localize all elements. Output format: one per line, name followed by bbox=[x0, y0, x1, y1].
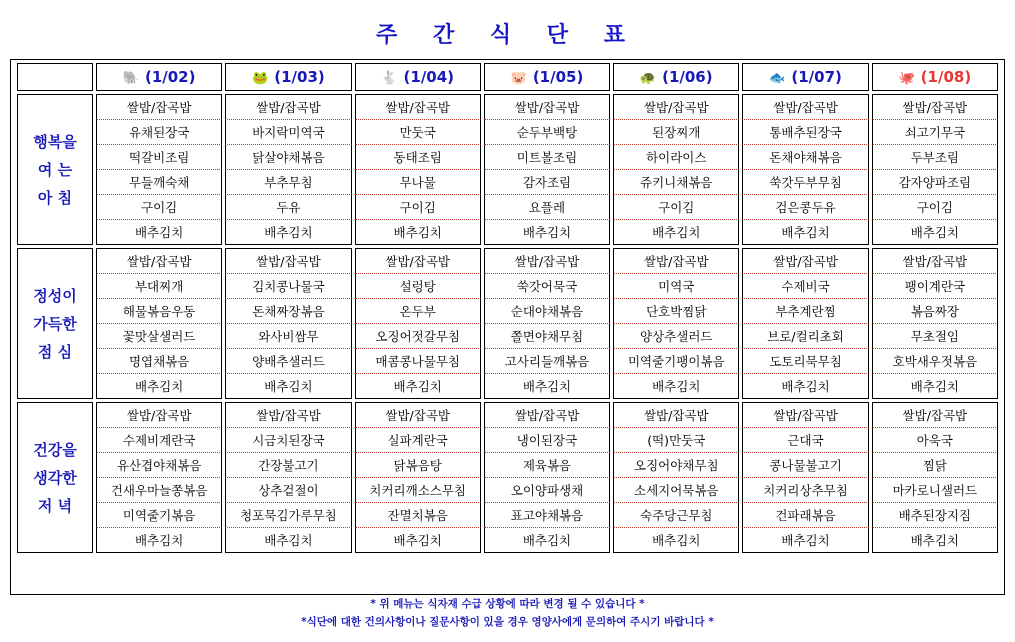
day-header bbox=[355, 63, 481, 91]
dish-cell: 숙주당근무침 bbox=[613, 503, 739, 528]
menu-row bbox=[17, 195, 998, 220]
dish-cell: 표고야채볶음 bbox=[484, 503, 610, 528]
dish-cell: 김치콩나물국 bbox=[225, 274, 351, 299]
page-title: 주 간 식 단 표 bbox=[376, 23, 639, 48]
dish-cell: 배추김치 bbox=[96, 220, 222, 245]
meal-label bbox=[17, 248, 93, 399]
dish-cell: 쌀밥/잡곡밥 bbox=[613, 248, 739, 274]
dish-cell: 미트볼조림 bbox=[484, 145, 610, 170]
meal-label-line: 저 녁 bbox=[37, 496, 73, 515]
menu-row bbox=[17, 528, 998, 553]
dish-cell: 잔멸치볶음 bbox=[355, 503, 481, 528]
dish-cell: 쌀밥/잡곡밥 bbox=[355, 248, 481, 274]
dish-cell: 동태조림 bbox=[355, 145, 481, 170]
rabbit-icon: 🐇 bbox=[381, 71, 398, 86]
fish-icon: 🐟 bbox=[769, 71, 786, 86]
dish-cell: 닭살야채볶음 bbox=[225, 145, 351, 170]
day-header bbox=[872, 63, 998, 91]
dish-cell: 쌀밥/잡곡밥 bbox=[225, 94, 351, 120]
dish-cell: (떡)만둣국 bbox=[613, 428, 739, 453]
notice-change: * 위 메뉴는 식자재 수급 상황에 따라 변경 될 수 있습니다 * bbox=[370, 598, 645, 610]
dish-cell: 소세지어묵볶음 bbox=[613, 478, 739, 503]
dish-cell: 무들깨숙채 bbox=[96, 170, 222, 195]
dish-cell: 구이김 bbox=[613, 195, 739, 220]
dish-cell: 순대야채볶음 bbox=[484, 299, 610, 324]
dish-cell: 쌀밥/잡곡밥 bbox=[355, 94, 481, 120]
dish-cell: 쌀밥/잡곡밥 bbox=[96, 94, 222, 120]
dish-cell: 무초절임 bbox=[872, 324, 998, 349]
dish-cell: 치커리깨소스무침 bbox=[355, 478, 481, 503]
dish-cell: 팽이계란국 bbox=[872, 274, 998, 299]
dish-cell: 무나물 bbox=[355, 170, 481, 195]
dish-cell: 쌀밥/잡곡밥 bbox=[96, 402, 222, 428]
dish-cell: 수제비국 bbox=[742, 274, 868, 299]
dish-cell: 콩나물불고기 bbox=[742, 453, 868, 478]
dish-cell: 단호박찜닭 bbox=[613, 299, 739, 324]
dish-cell: 쌀밥/잡곡밥 bbox=[613, 94, 739, 120]
dish-cell: 배추김치 bbox=[742, 220, 868, 245]
menu-row bbox=[17, 248, 998, 274]
day-header bbox=[484, 63, 610, 91]
dish-cell: 설렁탕 bbox=[355, 274, 481, 299]
dish-cell: 쌀밥/잡곡밥 bbox=[355, 402, 481, 428]
dish-cell: 청포묵김가루무침 bbox=[225, 503, 351, 528]
dish-cell: 오징어젓갈무침 bbox=[355, 324, 481, 349]
dish-cell: 쌀밥/잡곡밥 bbox=[872, 402, 998, 428]
menu-row bbox=[17, 170, 998, 195]
menu-row bbox=[17, 374, 998, 399]
dish-cell: 쌀밥/잡곡밥 bbox=[742, 402, 868, 428]
menu-row bbox=[17, 145, 998, 170]
dish-cell: 건새우마늘쫑볶음 bbox=[96, 478, 222, 503]
dish-cell: 쌀밥/잡곡밥 bbox=[225, 402, 351, 428]
frog-icon: 🐸 bbox=[252, 71, 269, 86]
menu-row bbox=[17, 94, 998, 120]
dish-cell: 유채된장국 bbox=[96, 120, 222, 145]
elephant-icon: 🐘 bbox=[122, 71, 139, 86]
dish-cell: 돈채야채볶음 bbox=[742, 145, 868, 170]
day-header bbox=[742, 63, 868, 91]
dish-cell: 구이김 bbox=[96, 195, 222, 220]
dish-cell: 만둣국 bbox=[355, 120, 481, 145]
meal-label-line: 점 심 bbox=[37, 342, 73, 361]
dish-cell: 쥬키니채볶음 bbox=[613, 170, 739, 195]
dish-cell: 바지락미역국 bbox=[225, 120, 351, 145]
dish-cell: 쌀밥/잡곡밥 bbox=[484, 248, 610, 274]
dish-cell: 감자조림 bbox=[484, 170, 610, 195]
dish-cell: 건파래볶음 bbox=[742, 503, 868, 528]
dish-cell: 쌀밥/잡곡밥 bbox=[613, 402, 739, 428]
dish-cell: 배추김치 bbox=[484, 374, 610, 399]
dish-cell: 배추김치 bbox=[484, 528, 610, 553]
day-header bbox=[96, 63, 222, 91]
dish-cell: 미역국 bbox=[613, 274, 739, 299]
menu-row bbox=[17, 349, 998, 374]
dish-cell: 시금치된장국 bbox=[225, 428, 351, 453]
day-header bbox=[613, 63, 739, 91]
dish-cell: 쌀밥/잡곡밥 bbox=[872, 248, 998, 274]
dish-cell: 양배추샐러드 bbox=[225, 349, 351, 374]
menu-row bbox=[17, 428, 998, 453]
dish-cell: 쑥갓어묵국 bbox=[484, 274, 610, 299]
day-date: (1/03) bbox=[274, 68, 325, 86]
meal-label-line: 여 는 bbox=[37, 160, 73, 179]
meal-label-line: 행복을 bbox=[33, 132, 77, 151]
dish-cell: 배추김치 bbox=[742, 528, 868, 553]
menu-row bbox=[17, 478, 998, 503]
dish-cell: 쇠고기무국 bbox=[872, 120, 998, 145]
dish-cell: 제육볶음 bbox=[484, 453, 610, 478]
dish-cell: 도토리묵무침 bbox=[742, 349, 868, 374]
dish-cell: 돈채짜장볶음 bbox=[225, 299, 351, 324]
dish-cell: 쌀밥/잡곡밥 bbox=[872, 94, 998, 120]
day-header bbox=[225, 63, 351, 91]
dish-cell: 배추김치 bbox=[742, 374, 868, 399]
menu-row bbox=[17, 299, 998, 324]
meal-label-line: 아 침 bbox=[37, 188, 73, 207]
menu-row bbox=[17, 324, 998, 349]
dish-cell: 쌀밥/잡곡밥 bbox=[484, 94, 610, 120]
dish-cell: 쌀밥/잡곡밥 bbox=[96, 248, 222, 274]
header-corner bbox=[17, 63, 93, 91]
meal-label-line: 가득한 bbox=[33, 314, 77, 333]
dish-cell: 부추무침 bbox=[225, 170, 351, 195]
dish-cell: 배추김치 bbox=[872, 220, 998, 245]
dish-cell: 배추김치 bbox=[225, 528, 351, 553]
menu-row bbox=[17, 453, 998, 478]
dish-cell: 호박새우젓볶음 bbox=[872, 349, 998, 374]
day-date: (1/04) bbox=[403, 68, 455, 86]
dish-cell: 검은콩두유 bbox=[742, 195, 868, 220]
meal-label bbox=[17, 94, 93, 245]
weekly-menu-table bbox=[14, 63, 1001, 553]
dish-cell: 근대국 bbox=[742, 428, 868, 453]
menu-body bbox=[17, 91, 998, 553]
day-date: (1/08) bbox=[920, 68, 972, 86]
dish-cell: 아욱국 bbox=[872, 428, 998, 453]
dish-cell: 브로/컬리초회 bbox=[742, 324, 868, 349]
day-date: (1/05) bbox=[532, 68, 584, 86]
dish-cell: 쌀밥/잡곡밥 bbox=[225, 248, 351, 274]
dish-cell: 배추김치 bbox=[613, 220, 739, 245]
dish-cell: 두부조림 bbox=[872, 145, 998, 170]
dish-cell: 부대찌개 bbox=[96, 274, 222, 299]
dish-cell: 배추김치 bbox=[613, 374, 739, 399]
dish-cell: 간장불고기 bbox=[225, 453, 351, 478]
dish-cell: 배추김치 bbox=[96, 528, 222, 553]
dish-cell: 쌀밥/잡곡밥 bbox=[484, 402, 610, 428]
dish-cell: 된장찌개 bbox=[613, 120, 739, 145]
dish-cell: 떡갈비조림 bbox=[96, 145, 222, 170]
dish-cell: 마카로니샐러드 bbox=[872, 478, 998, 503]
meal-label-line: 정성이 bbox=[33, 286, 77, 305]
dish-cell: 배추김치 bbox=[484, 220, 610, 245]
dish-cell: 실파계란국 bbox=[355, 428, 481, 453]
dish-cell: 배추김치 bbox=[225, 374, 351, 399]
turtle-icon: 🐢 bbox=[639, 71, 657, 86]
dish-cell: 꽃맛살샐러드 bbox=[96, 324, 222, 349]
dish-cell: 수제비계란국 bbox=[96, 428, 222, 453]
dish-cell: 구이김 bbox=[872, 195, 998, 220]
dish-cell: 감자양파조림 bbox=[872, 170, 998, 195]
dish-cell: 배추김치 bbox=[355, 220, 481, 245]
dish-cell: 닭볶음탕 bbox=[355, 453, 481, 478]
dish-cell: 명엽채볶음 bbox=[96, 349, 222, 374]
dish-cell: 미역줄기볶음 bbox=[96, 503, 222, 528]
dish-cell: 두유 bbox=[225, 195, 351, 220]
dish-cell: 배추김치 bbox=[355, 374, 481, 399]
dish-cell: 배추김치 bbox=[613, 528, 739, 553]
dish-cell: 오징어야채무침 bbox=[613, 453, 739, 478]
dish-cell: 배추김치 bbox=[225, 220, 351, 245]
dish-cell: 통배추된장국 bbox=[742, 120, 868, 145]
day-header-row bbox=[17, 63, 998, 91]
octopus-icon: 🐙 bbox=[898, 71, 915, 86]
menu-row bbox=[17, 220, 998, 245]
menu-row bbox=[17, 503, 998, 528]
day-date: (1/06) bbox=[662, 68, 713, 86]
dish-cell: 오이양파생채 bbox=[484, 478, 610, 503]
dish-cell: 쌀밥/잡곡밥 bbox=[742, 94, 868, 120]
notice-contact: *식단에 대한 건의사항이나 질문사항이 있을 경우 영양사에게 문의하여 주시기 바랍니다 * bbox=[301, 616, 714, 628]
dish-cell: 쫄면야채무침 bbox=[484, 324, 610, 349]
dish-cell: 치커리상추무침 bbox=[742, 478, 868, 503]
day-date: (1/07) bbox=[791, 68, 842, 86]
dish-cell: 요플레 bbox=[484, 195, 610, 220]
dish-cell: 찜닭 bbox=[872, 453, 998, 478]
dish-cell: 배추된장지짐 bbox=[872, 503, 998, 528]
dish-cell: 배추김치 bbox=[872, 374, 998, 399]
dish-cell: 순두부백탕 bbox=[484, 120, 610, 145]
dish-cell: 배추김치 bbox=[355, 528, 481, 553]
dish-cell: 배추김치 bbox=[872, 528, 998, 553]
dish-cell: 미역줄기팽이볶음 bbox=[613, 349, 739, 374]
dish-cell: 하이라이스 bbox=[613, 145, 739, 170]
menu-row bbox=[17, 402, 998, 428]
day-date: (1/02) bbox=[144, 68, 196, 86]
menu-row bbox=[17, 120, 998, 145]
dish-cell: 구이김 bbox=[355, 195, 481, 220]
dish-cell: 쌀밥/잡곡밥 bbox=[742, 248, 868, 274]
dish-cell: 매콤콩나물무침 bbox=[355, 349, 481, 374]
dish-cell: 냉이된장국 bbox=[484, 428, 610, 453]
meal-label-line: 건강을 bbox=[33, 440, 77, 459]
dish-cell: 온두부 bbox=[355, 299, 481, 324]
dish-cell: 고사리들깨볶음 bbox=[484, 349, 610, 374]
dish-cell: 상추겉절이 bbox=[225, 478, 351, 503]
dish-cell: 와사비쌈무 bbox=[225, 324, 351, 349]
dish-cell: 배추김치 bbox=[96, 374, 222, 399]
pig-icon: 🐷 bbox=[510, 71, 527, 86]
meal-label-line: 생각한 bbox=[33, 468, 77, 487]
meal-label bbox=[17, 402, 93, 553]
dish-cell: 유산겹야채볶음 bbox=[96, 453, 222, 478]
menu-row bbox=[17, 274, 998, 299]
dish-cell: 양상추샐러드 bbox=[613, 324, 739, 349]
dish-cell: 볶음짜장 bbox=[872, 299, 998, 324]
dish-cell: 쑥갓두부무침 bbox=[742, 170, 868, 195]
dish-cell: 부추계란찜 bbox=[742, 299, 868, 324]
dish-cell: 해물볶음우동 bbox=[96, 299, 222, 324]
